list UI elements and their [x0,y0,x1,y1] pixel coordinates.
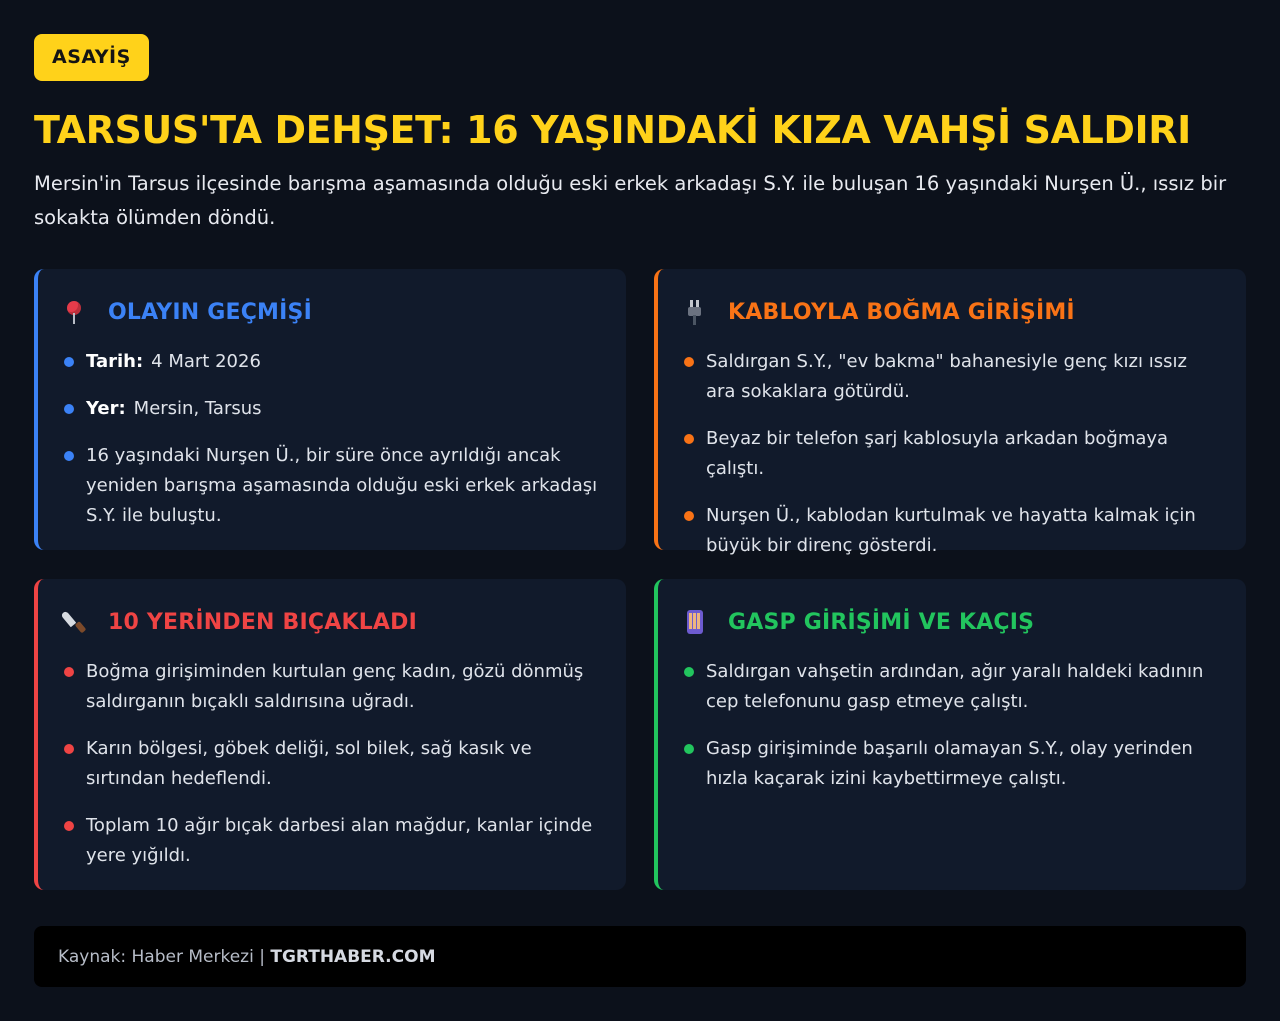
list-item-text: 16 yaşındaki Nurşen Ü., bir süre önce ayrıldığı ancak yeniden barışma aşamasında olduğu eski erkek arkadaşı S.Y. ile buluştu. [86,445,598,526]
card-list [64,657,602,871]
list-item-text: Boğma girişiminden kurtulan genç kadın, gözü dönmüş saldırganın bıçaklı saldırısına uğradı. [86,661,584,712]
list-item-text: Beyaz bir telefon şarj kablosuyla arkadan boğmaya çalıştı. [706,428,1169,479]
list-item [684,424,1222,484]
round-pushpin-icon [64,299,86,325]
source-text: Kaynak: Haber Merkezi | [58,946,265,967]
knife-icon [64,609,86,635]
list-item [684,657,1222,717]
list-item-text: Saldırgan vahşetin ardından, ağır yaralı haldeki kadının cep telefonunu gasp etmeye çalıştı. [706,661,1204,712]
card-header [684,607,1222,637]
card-list [64,347,602,531]
category-badge: ASAYİŞ [34,34,149,81]
bullet-dot [64,357,74,367]
list-item-date [64,347,602,377]
bullet-dot [684,511,694,521]
card-list [684,657,1222,794]
bullet-dot [684,667,694,677]
source-footer [34,926,1246,987]
list-item-place [64,394,602,424]
list-item [64,657,602,717]
bullet-dot [64,744,74,754]
card-robbery [654,579,1246,890]
mobile-phone-icon [684,609,706,635]
list-item-text: Nurşen Ü., kablodan kurtulmak ve hayatta kalmak için büyük bir direnç gösterdi. [706,505,1196,556]
place-value: Mersin, Tarsus [133,398,262,419]
card-title: GASP GİRİŞİMİ VE KAÇIŞ [728,609,1035,635]
card-title: 10 YERİNDEN BIÇAKLADI [108,609,417,635]
bullet-dot [64,667,74,677]
list-item [684,501,1222,561]
place-label: Yer: [86,398,126,419]
date-label: Tarih: [86,351,144,372]
card-header [64,607,602,637]
bullet-dot [684,357,694,367]
list-item-text: Toplam 10 ağır bıçak darbesi alan mağdur, kanlar içinde yere yığıldı. [86,815,593,866]
lead-paragraph: Mersin'in Tarsus ilçesinde barışma aşamasında olduğu eski erkek arkadaşı S.Y. ile buluşan 16 yaşındaki Nurşen Ü., ıssız bir sokakta ölümden döndü. [34,172,1227,229]
list-item [684,347,1222,407]
bullet-dot [64,404,74,414]
card-stabbing [34,579,626,890]
card-header [64,297,602,327]
card-title: OLAYIN GEÇMİŞİ [108,299,312,325]
list-item-text: Karın bölgesi, göbek deliği, sol bilek, sağ kasık ve sırtından hedeflendi. [86,738,532,789]
card-strangling [654,269,1246,556]
card-header [684,297,1222,327]
bullet-dot [684,434,694,444]
list-item [64,441,602,531]
electric-plug-icon [684,299,706,325]
date-value: 4 Mart 2026 [151,351,261,372]
list-item [684,734,1222,794]
site-name: TGRTHABER.COM [270,946,436,967]
card-title: KABLOYLA BOĞMA GİRİŞİMİ [728,299,1075,325]
cards-grid [34,269,1246,891]
list-item [64,734,602,794]
card-list [684,347,1222,561]
bullet-dot [64,821,74,831]
bullet-dot [684,744,694,754]
headline: TARSUS'TA DEHŞET: 16 YAŞINDAKİ KIZA VAHŞİ SALDIRI [34,108,1191,152]
list-item-text: Gasp girişiminde başarılı olamayan S.Y., olay yerinden hızla kaçarak izini kaybettirmeye çalıştı. [706,738,1193,789]
list-item [64,811,602,871]
card-background [34,269,626,550]
list-item-text: Saldırgan S.Y., "ev bakma" bahanesiyle genç kızı ıssız ara sokaklara götürdü. [706,351,1187,402]
bullet-dot [64,451,74,461]
